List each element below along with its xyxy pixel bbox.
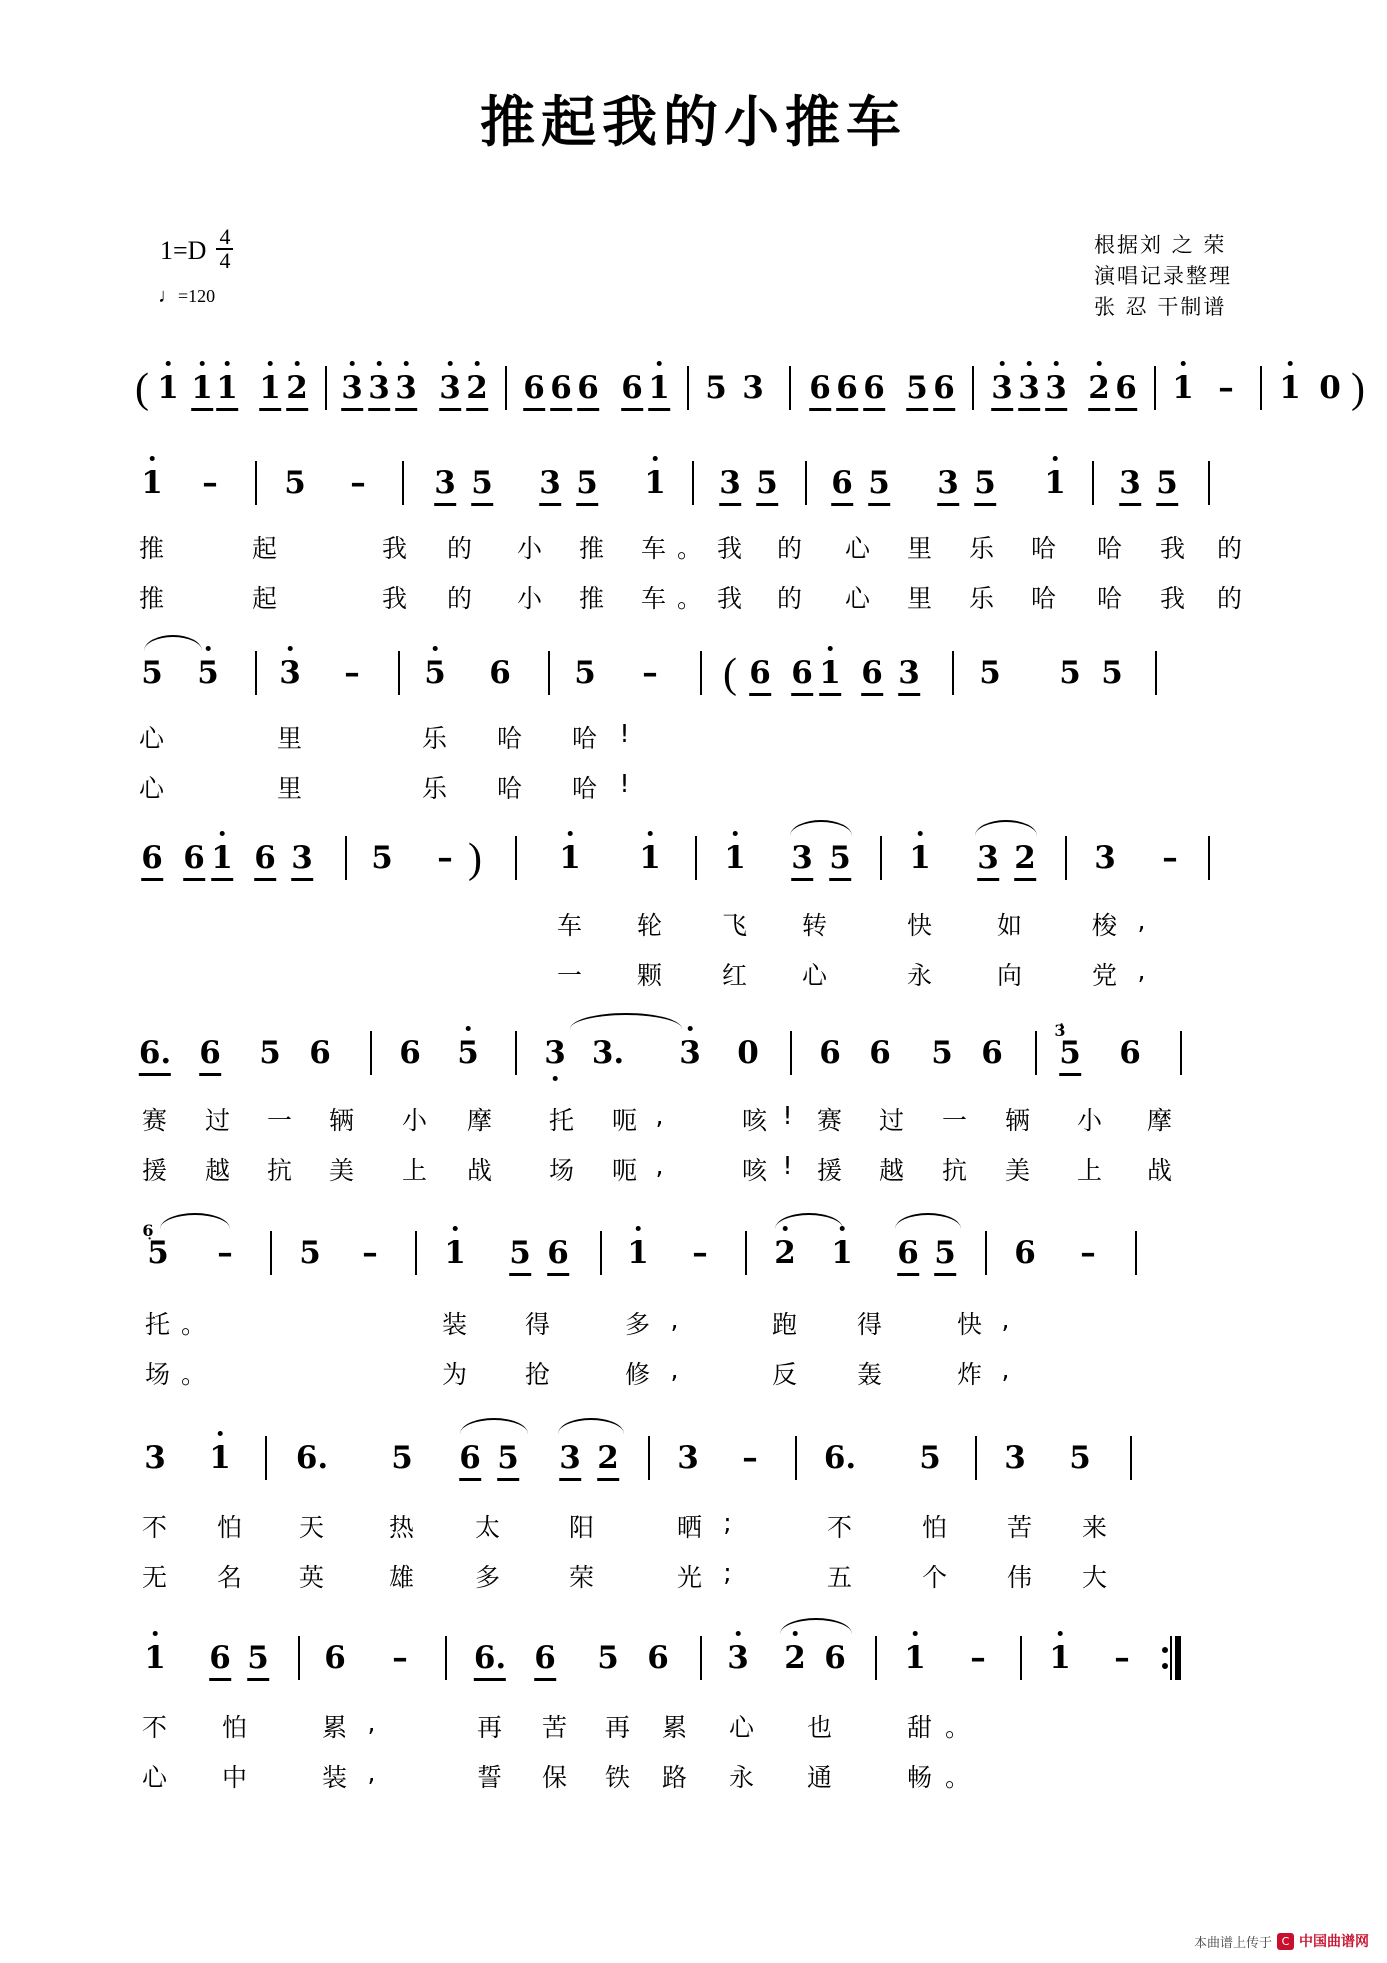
note: 3. (591, 1035, 625, 1071)
dash: – (362, 1235, 378, 1271)
note: 3 (937, 465, 959, 506)
note: 6 (1115, 370, 1137, 411)
note: 5 (371, 840, 393, 876)
footer-watermark (1194, 1931, 1369, 1951)
note: 1 (909, 840, 931, 876)
score-system-2 (130, 651, 1260, 815)
barline (370, 1031, 372, 1075)
barline (1020, 1636, 1022, 1680)
note: 6 (933, 370, 955, 411)
note: 6 (869, 1035, 891, 1071)
time-signature-denominator: 4 (219, 248, 231, 273)
note: 5 (197, 655, 219, 691)
note: 6 (199, 1035, 221, 1076)
note: 3 (439, 370, 461, 411)
note: 0 (1319, 370, 1341, 406)
note: 6 (621, 370, 643, 411)
note: 1 (259, 370, 281, 411)
lyric-row-verse2: 一 颗 红 心 永 向 党 , (556, 956, 1147, 990)
barline (415, 1231, 417, 1275)
barline (695, 836, 697, 880)
note: 5 (147, 1235, 169, 1271)
note: 5 (471, 465, 493, 506)
barline (1154, 366, 1156, 410)
note: 6 (209, 1640, 231, 1681)
note: 2 (774, 1235, 796, 1271)
slur (144, 635, 202, 651)
dash: – (642, 655, 658, 691)
note: 6 (831, 465, 853, 506)
slur (790, 820, 852, 836)
note: 1 (831, 1235, 853, 1271)
notation-row (130, 1221, 1260, 1287)
barline (700, 651, 702, 695)
note: 6 (981, 1035, 1003, 1071)
key-signature (160, 224, 233, 274)
note: 3 (977, 840, 999, 881)
note: 6 (861, 655, 883, 696)
note: 6 (534, 1640, 556, 1681)
paren-close: ) (468, 836, 482, 882)
note: 1 (444, 1235, 466, 1271)
key-signature-text: 1=D (160, 236, 207, 265)
barline (1065, 836, 1067, 880)
barline (515, 836, 517, 880)
slur (780, 1618, 852, 1634)
lyric-row-verse1: 推 起 我 的 小 推 车 。 我 的 心 里 乐 哈 哈 我 的 (138, 534, 1244, 563)
lyric-row-verse1: 托 。 装 得 多 , 跑 得 快 , (144, 1305, 1011, 1339)
notation-row (130, 1640, 1260, 1692)
lyric-row-verse2: 心 里 乐 哈 哈 ! (138, 769, 631, 803)
note: 5 (705, 370, 727, 406)
note: 1 (157, 370, 179, 406)
barline (505, 366, 507, 410)
score-system-1 (130, 465, 1260, 625)
footer-text: 本曲谱上传于 (1193, 1935, 1272, 1951)
note: 3 (1004, 1440, 1026, 1476)
barline (972, 366, 974, 410)
time-signature (216, 226, 233, 272)
note: 6 (824, 1640, 846, 1676)
note: 5 (1101, 655, 1123, 691)
barline (1092, 461, 1094, 505)
note: 2 (1088, 370, 1110, 411)
lyric-row-verse1: 车 轮 飞 转 快 如 梭 , (556, 906, 1147, 940)
note: 2 (1014, 840, 1036, 881)
note: 6 (324, 1640, 346, 1676)
dash: – (970, 1640, 986, 1676)
note: 1 (627, 1235, 649, 1271)
note: 1 (648, 370, 670, 411)
dash: – (1080, 1235, 1096, 1271)
note: 1 (191, 370, 213, 411)
slur (160, 1213, 230, 1229)
lyric-row-verse1: 赛 过 一 辆 小 摩 托 呃 , 咳 ! 赛 过 一 辆 小 摩 (141, 1101, 1174, 1135)
note: 3 (395, 370, 417, 411)
barline (880, 836, 882, 880)
quarter-note-icon: ♩ (158, 285, 178, 307)
credit-line-1: 根据刘 之 荣 (1094, 233, 1227, 257)
note: 5 (919, 1440, 941, 1476)
barline (270, 1231, 272, 1275)
note: 5 (141, 655, 163, 691)
note: 3 (279, 655, 301, 691)
lyric-row-verse2: 援 越 抗 美 上 战 场 呃 , 咳 ! 援 越 抗 美 上 战 (141, 1151, 1174, 1185)
note: 5 (934, 1235, 956, 1276)
barline (1208, 836, 1210, 880)
paren-open: ( (135, 366, 149, 412)
lyric-row-verse2: 无 名 英 雄 多 荣 光 ; 五 个 伟 大 (141, 1558, 1109, 1592)
note: 5 (391, 1440, 413, 1476)
paren-open: ( (723, 651, 737, 697)
note: 3 (719, 465, 741, 506)
barline (1180, 1031, 1182, 1075)
note: 5 (576, 465, 598, 506)
note: 1 (644, 465, 666, 501)
barline (795, 1436, 797, 1480)
note: 5 (1059, 1035, 1081, 1076)
note: 3 (368, 370, 390, 411)
note: 6 (1014, 1235, 1036, 1271)
barline (805, 461, 807, 505)
note: 6 (577, 370, 599, 411)
lyric-row-verse2: 心 中 装 , 誓 保 铁 路 永 通 畅 。 (141, 1758, 972, 1792)
tempo-marking (158, 285, 215, 308)
credit-line-2: 演唱记录整理 (1094, 264, 1232, 289)
slur (460, 1418, 528, 1434)
note: 6 (819, 1035, 841, 1071)
site-logo-icon: C (1277, 1933, 1294, 1950)
dash: – (1162, 840, 1178, 876)
note: 1 (639, 840, 661, 876)
notation-row (130, 1440, 1260, 1492)
note: 1 (216, 370, 238, 411)
barline (975, 1436, 977, 1480)
note: 3 (559, 1440, 581, 1481)
note: 3 (341, 370, 363, 411)
score-system-6 (130, 1440, 1260, 1604)
note: 6 (523, 370, 545, 411)
note: 1 (559, 840, 581, 876)
site-name[interactable]: 中国曲谱网 (1299, 1934, 1369, 1950)
barline (398, 651, 400, 695)
paren-close: ) (1351, 366, 1365, 412)
note: 0 (737, 1035, 759, 1071)
note: 6 (141, 840, 163, 881)
barline (298, 1636, 300, 1680)
note: 5 (829, 840, 851, 881)
note: 5 (1156, 465, 1178, 506)
score-system-4 (130, 1021, 1260, 1197)
dash: – (350, 465, 366, 501)
barline (265, 1436, 267, 1480)
note: 5 (1069, 1440, 1091, 1476)
note: 5 (979, 655, 1001, 691)
grace-note: 6̣ (142, 1221, 154, 1240)
note: 5 (457, 1035, 479, 1071)
note: 6 (791, 655, 813, 696)
note: 6 (809, 370, 831, 411)
tempo-value: =120 (178, 286, 216, 306)
barline (789, 366, 791, 410)
slur (895, 1213, 961, 1229)
note: 5 (299, 1235, 321, 1271)
note: 3 (434, 465, 456, 506)
credits (1094, 230, 1232, 323)
note: 5 (931, 1035, 953, 1071)
note: 5 (259, 1035, 281, 1071)
lyric-row-verse1: 不 怕 天 热 太 阳 晒 ; 不 怕 苦 来 (141, 1508, 1109, 1542)
barline (255, 461, 257, 505)
score-system-5 (130, 1221, 1260, 1401)
note: 6 (1119, 1035, 1141, 1071)
page-title: 推起我的小推车 (479, 89, 907, 154)
note: 6. (139, 1035, 171, 1076)
barline (692, 461, 694, 505)
barline (1155, 651, 1157, 695)
lyric-row-verse2: 推 起 我 的 小 推 车 。 我 的 心 里 乐 哈 哈 我 的 (138, 584, 1244, 613)
barline (687, 366, 689, 410)
note: 6 (897, 1235, 919, 1276)
barline (515, 1031, 517, 1075)
note: 3 (291, 840, 313, 881)
note: 3 (1094, 840, 1116, 876)
note: 6 (254, 840, 276, 881)
note: 1 (211, 840, 233, 881)
note: 5 (247, 1640, 269, 1681)
note: 6 (489, 655, 511, 691)
barline (548, 651, 550, 695)
note: 6 (459, 1440, 481, 1481)
dash: – (1114, 1640, 1130, 1676)
note: 2 (286, 370, 308, 411)
note: 3 (742, 370, 764, 406)
note: 5 (1059, 655, 1081, 691)
note: 5 (574, 655, 596, 691)
barline (790, 1031, 792, 1075)
barline (745, 1231, 747, 1275)
barline (402, 461, 404, 505)
note: 6 (749, 655, 771, 696)
notation-row (130, 836, 1260, 892)
note: 2 (466, 370, 488, 411)
barline (952, 651, 954, 695)
barline (345, 836, 347, 880)
dash: – (692, 1235, 708, 1271)
barline (875, 1636, 877, 1680)
note: 6 (547, 1235, 569, 1276)
note: 3 (544, 1035, 566, 1071)
barline (1208, 461, 1210, 505)
notation-row (130, 366, 1365, 422)
score-system-intro (130, 366, 1365, 422)
note: 1 (1049, 1640, 1071, 1676)
note: 1 (141, 465, 163, 501)
notation-row (130, 1021, 1260, 1087)
note: 3 (991, 370, 1013, 411)
note: 6 (647, 1640, 669, 1676)
barline (700, 1636, 702, 1680)
note: 6 (309, 1035, 331, 1071)
note: 5 (424, 655, 446, 691)
score-system-3 (130, 836, 1260, 1002)
barline (1035, 1031, 1037, 1075)
note: 2 (784, 1640, 806, 1676)
note: 3 (677, 1440, 699, 1476)
note: 1 (209, 1440, 231, 1476)
grace-note: 3̇ (1054, 1021, 1066, 1040)
note: 5 (868, 465, 890, 506)
lyric-row-verse1: 心 里 乐 哈 哈 ! (138, 719, 631, 753)
note: 1 (1044, 465, 1066, 501)
dash: – (1218, 370, 1234, 406)
note: 5 (509, 1235, 531, 1276)
note: 5 (597, 1640, 619, 1676)
barline (325, 366, 327, 410)
barline (1135, 1231, 1137, 1275)
note: 5 (906, 370, 928, 411)
note: 3 (727, 1640, 749, 1676)
note: 5 (284, 465, 306, 501)
note: 5 (974, 465, 996, 506)
note: 1 (904, 1640, 926, 1676)
note: 6. (823, 1440, 857, 1476)
barline (255, 651, 257, 695)
lyric-row-verse1: 不 怕 累 , 再 苦 再 累 心 也 甜 。 (141, 1708, 972, 1742)
barline (648, 1436, 650, 1480)
note: 6 (550, 370, 572, 411)
score-system-7 (130, 1640, 1260, 1804)
notation-row (130, 465, 1260, 517)
barline (1260, 366, 1262, 410)
note: 1 (144, 1640, 166, 1676)
dash: – (392, 1640, 408, 1676)
note: 1 (724, 840, 746, 876)
note: 3 (898, 655, 920, 696)
note: 6 (183, 840, 205, 881)
note: 6 (863, 370, 885, 411)
barline (1130, 1436, 1132, 1480)
dash: – (202, 465, 218, 501)
lyric-row-verse2: 场 。 为 抢 修 , 反 轰 炸 , (144, 1355, 1011, 1389)
dash: – (742, 1440, 758, 1476)
note: 3 (1018, 370, 1040, 411)
note: 3 (539, 465, 561, 506)
note: 1 (1279, 370, 1301, 406)
note: 3 (1045, 370, 1067, 411)
barline (985, 1231, 987, 1275)
note: 3 (1119, 465, 1141, 506)
notation-row (130, 651, 1260, 707)
note: 6. (474, 1640, 506, 1681)
note: 1 (819, 655, 841, 696)
note: 1 (1172, 370, 1194, 406)
note: 3 (791, 840, 813, 881)
slur (558, 1418, 624, 1434)
credit-line-3: 张 忍 干制谱 (1094, 295, 1227, 320)
note: 6 (399, 1035, 421, 1071)
dash: – (344, 655, 360, 691)
dash: – (437, 840, 453, 876)
note: 2 (597, 1440, 619, 1481)
barline (445, 1636, 447, 1680)
note: 5 (497, 1440, 519, 1481)
note: 6. (295, 1440, 329, 1476)
time-signature-numerator: 4 (216, 226, 233, 250)
slur (570, 1013, 682, 1029)
dash: – (217, 1235, 233, 1271)
note: 6 (836, 370, 858, 411)
note: 5 (756, 465, 778, 506)
slur (975, 820, 1037, 836)
barline (600, 1231, 602, 1275)
note: 3 (679, 1035, 701, 1071)
note: 3 (144, 1440, 166, 1476)
